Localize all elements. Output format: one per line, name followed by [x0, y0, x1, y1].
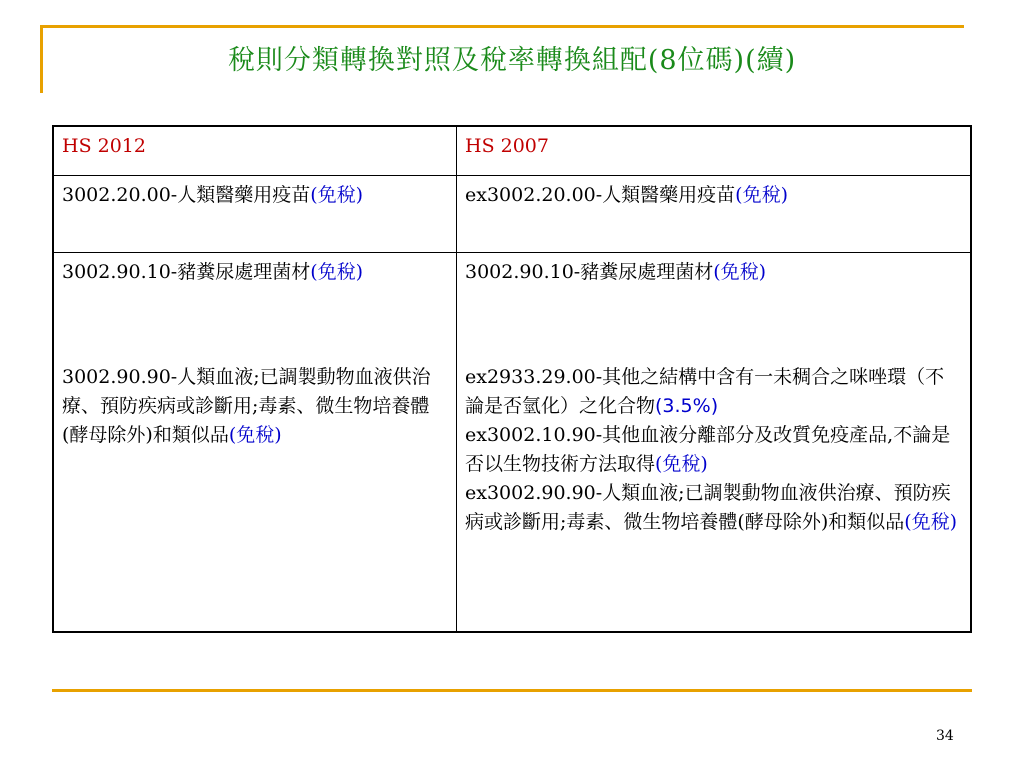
entry [465, 181, 962, 210]
entry-text: 3002.90.10-豬糞尿處理菌材 [465, 261, 714, 283]
accent-line-top [42, 25, 964, 28]
page-number: 34 [936, 728, 954, 744]
header-hs2007: HS 2007 [457, 126, 972, 176]
cell-hs2007 [457, 253, 972, 633]
entry [465, 479, 962, 537]
cell-hs2012 [53, 176, 457, 253]
tax-rate: (免稅) [310, 261, 364, 283]
tax-rate: (免稅) [735, 184, 788, 206]
entry-text: ex2933.29.00-其他之結構中含有一未稠合之咪唑環（不論是否氫化）之化合物 [465, 366, 945, 417]
entry-text: ex3002.20.00-人類醫藥用疫苗 [465, 184, 736, 206]
entry-text: 3002.90.90-人類血液;已調製動物血液供治療、預防疾病或診斷用;毒素、微生物培養體(酵母除外)和類似品 [62, 366, 431, 446]
hs-conversion-table [52, 125, 972, 633]
cell-hs2012 [53, 253, 457, 633]
tax-rate: (免稅) [904, 511, 958, 533]
tax-rate: (免稅) [655, 453, 708, 475]
slide-title: 稅則分類轉換對照及稅率轉換組配(8位碼)(續) [227, 45, 797, 76]
entry [465, 421, 962, 479]
entry-text: ex3002.90.90-人類血液;已調製動物血液供治療、預防疾病或診斷用;毒素、微生物培養體(酵母除外)和類似品 [465, 482, 951, 533]
tax-rate: (3.5%) [655, 395, 719, 417]
entry-text: 3002.20.00-人類醫藥用疫苗 [62, 184, 311, 206]
entry [465, 258, 962, 287]
tax-rate: (免稅) [310, 184, 364, 206]
table-row [53, 253, 971, 633]
table-header-row [53, 126, 971, 176]
entry [62, 363, 448, 450]
table-row [53, 176, 971, 253]
cell-hs2007 [457, 176, 972, 253]
entry [62, 181, 448, 210]
entry [62, 258, 448, 287]
tax-rate: (免稅) [713, 261, 767, 283]
entry-text: ex3002.10.90-其他血液分離部分及改質免疫產品,不論是否以生物技術方法取得 [465, 424, 951, 475]
entry-text: 3002.90.10-豬糞尿處理菌材 [62, 261, 311, 283]
tax-rate: (免稅) [228, 424, 282, 446]
accent-line-bottom [52, 689, 972, 692]
entry [465, 363, 962, 421]
header-hs2012: HS 2012 [53, 126, 457, 176]
